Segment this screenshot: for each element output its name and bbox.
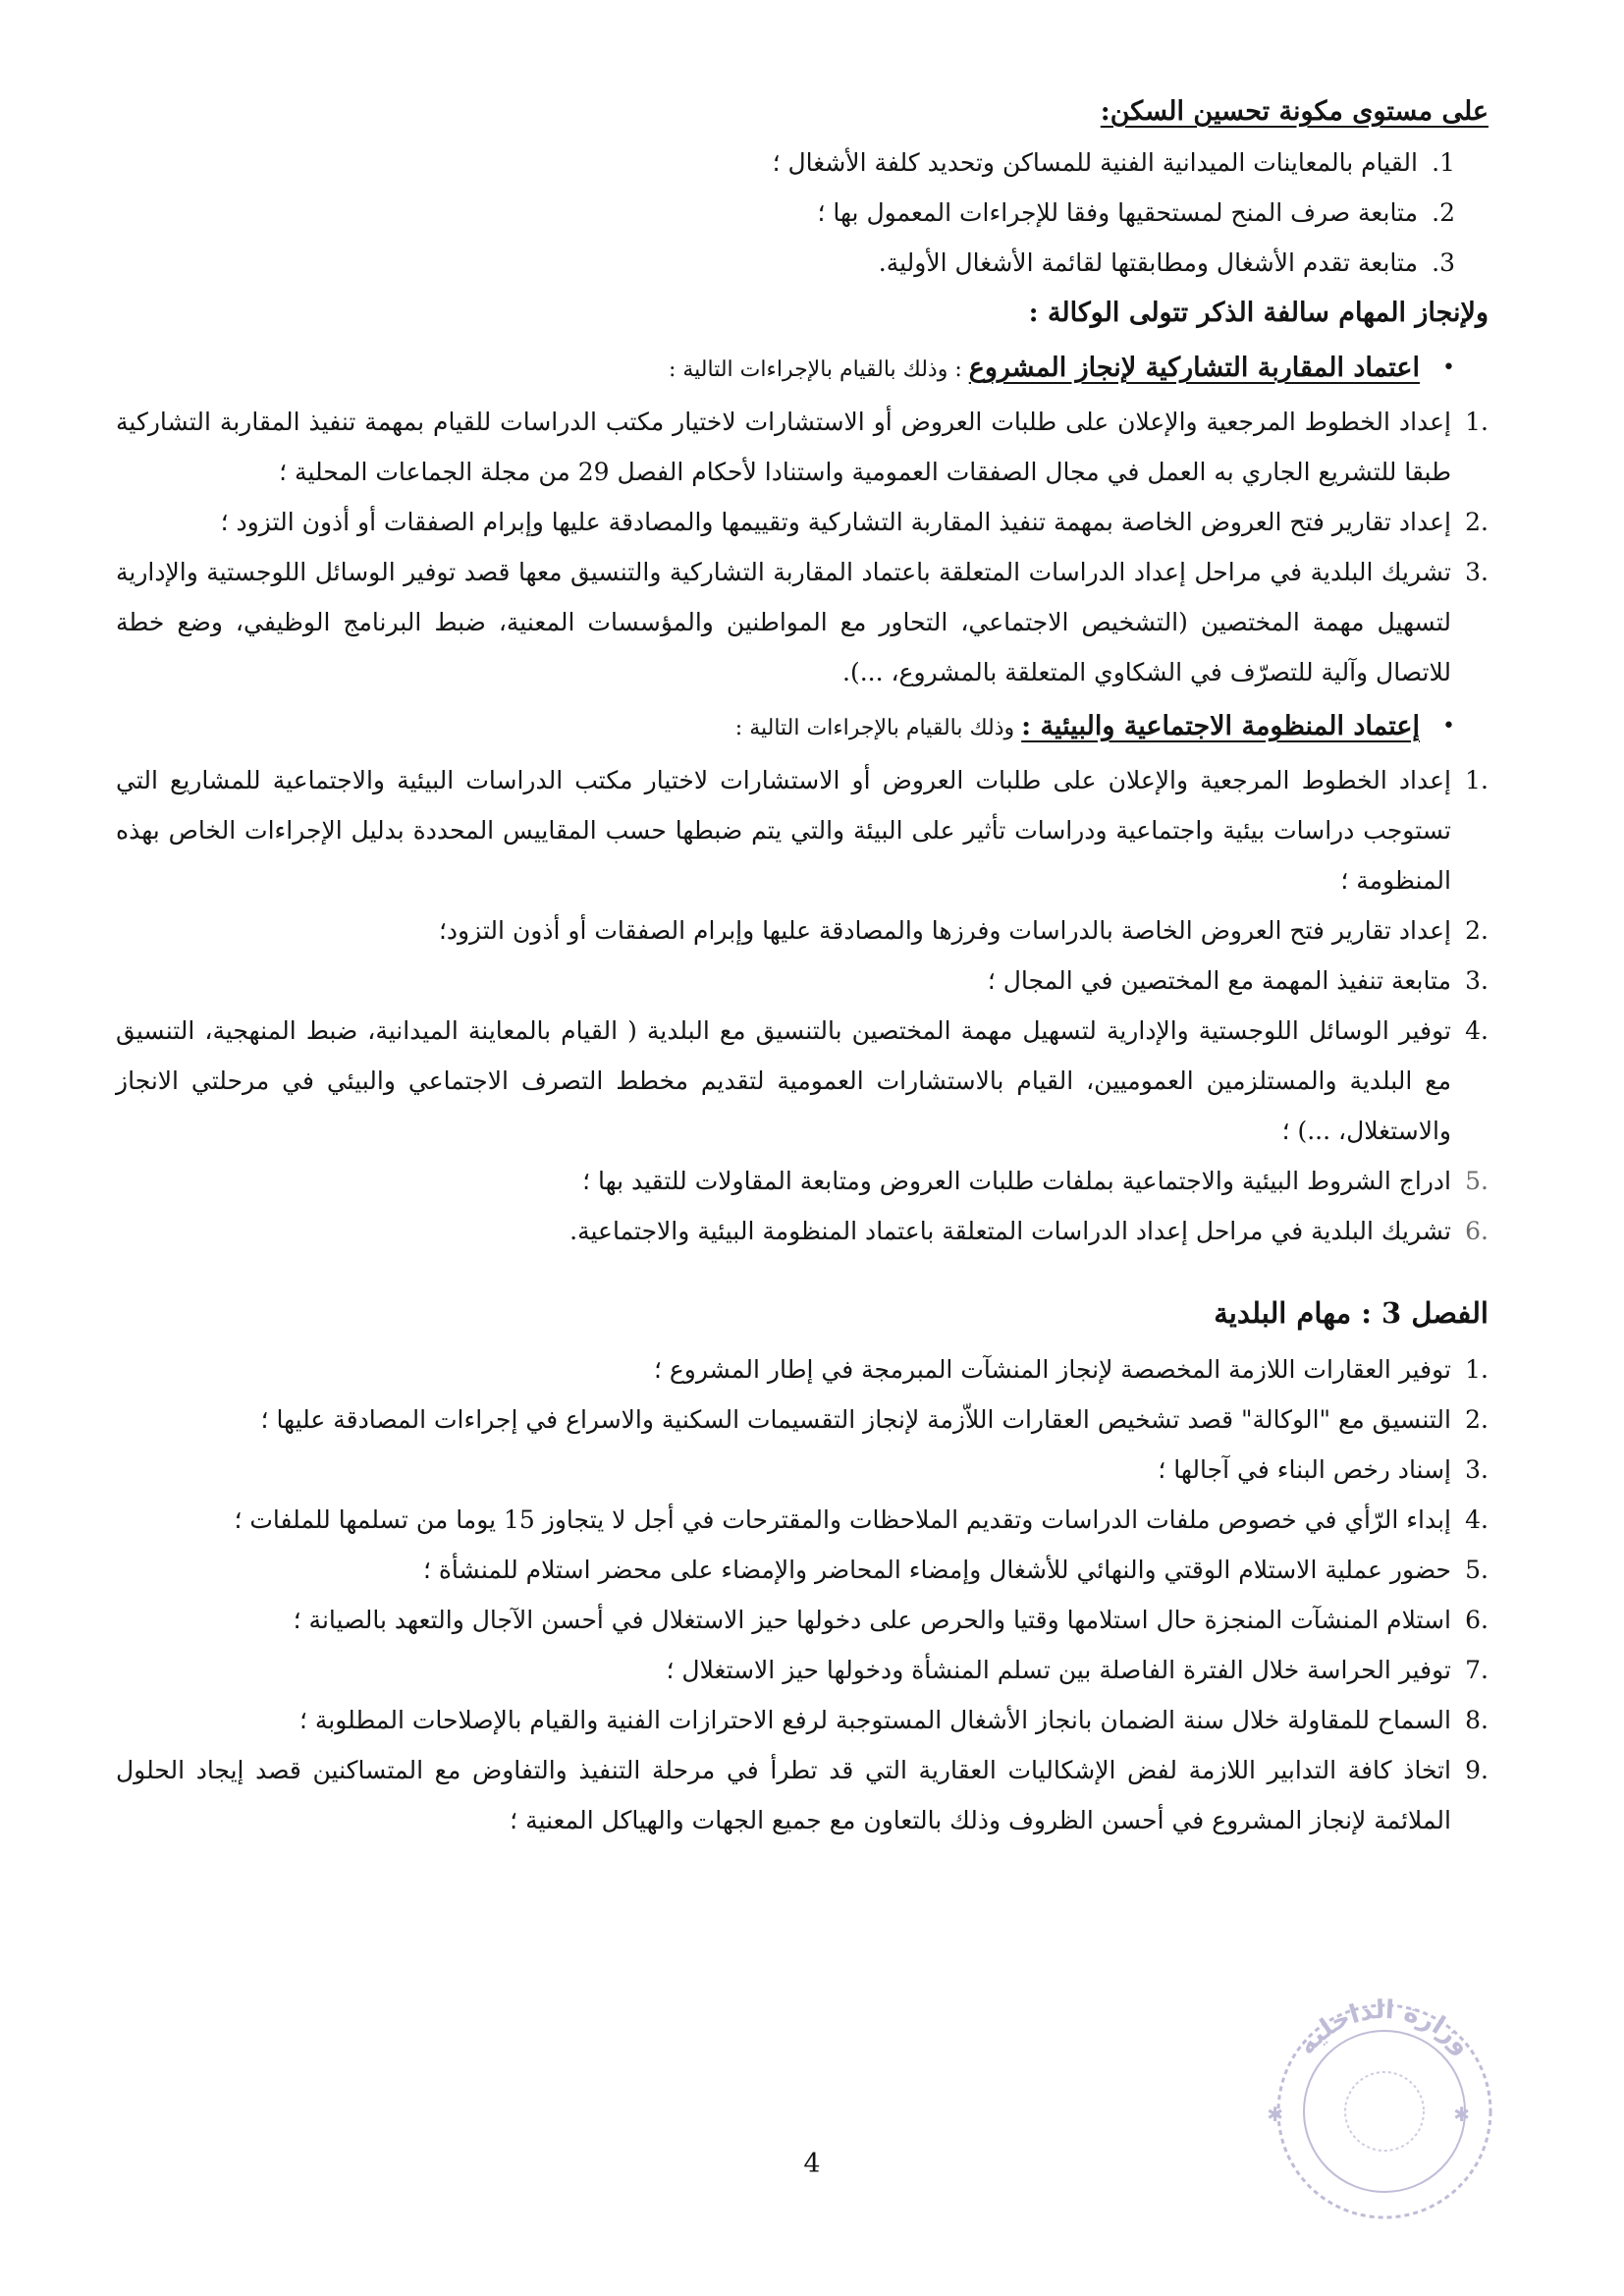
list-item <box>116 905 1489 956</box>
chapter3-title: الفصل 3 : مهام البلدية <box>1214 1296 1489 1330</box>
item-number: .9 <box>1465 1756 1489 1784</box>
item-number: 3. <box>1432 248 1455 277</box>
item-text: إعداد الخطوط المرجعية والإعلان على طلبات العروض أو الاستشارات لاختيار مكتب الدراسات البيئية والاجتماعية للمشاريع التي تستوجب دراسات بيئية واجتماعية ودراسات تأثير على البيئة والتي يتم ضبطها حسب المقاييس المحددة بدليل الإجراءات الخاص بهذه المنظومة ؛ <box>116 766 1451 895</box>
list-item <box>116 1156 1489 1206</box>
list-item <box>116 1495 1489 1545</box>
list-item <box>116 1206 1489 1256</box>
page-number: 4 <box>803 2149 821 2179</box>
list-item <box>116 1695 1489 1745</box>
list-item <box>116 1445 1489 1495</box>
item-number: .1 <box>1465 408 1489 436</box>
list-item <box>116 1394 1489 1445</box>
environmental-items-list <box>116 755 1489 1256</box>
item-number: .1 <box>1465 766 1489 794</box>
bullet-icon: • <box>1442 355 1455 380</box>
item-text: متابعة تنفيذ المهمة مع المختصين في المجال ؛ <box>987 966 1451 995</box>
item-text: إسناد رخص البناء في آجالها ؛ <box>1158 1455 1451 1484</box>
item-number: .3 <box>1465 1455 1489 1484</box>
item-text: اتخاذ كافة التدابير اللازمة لفض الإشكاليات العقارية التي قد تطرأ في مرحلة التنفيذ والتفاوض مع المتساكنين قصد إيجاد الحلول الملائمة لإنجاز المشروع في أحسن الظروف وذلك بالتعاون مع جميع الجهات والهياكل المعنية ؛ <box>116 1756 1451 1834</box>
item-number: .1 <box>1465 1355 1489 1384</box>
item-text: تشريك البلدية في مراحل إعداد الدراسات المتعلقة باعتماد المقاربة التشاركية والتنسيق معها قصد توفير الوسائل اللوجستية والإدارية لتسهيل مهمة المختصين (التشخيص الاجتماعي، التحاور مع المواطنين والمؤسسات المعنية، ضبط البرنامج الوظيفي، وضع خطة للاتصال وآلية للتصرّف في الشكاوي المتعلقة بالمشروع، ...). <box>116 558 1451 686</box>
list-item <box>116 1595 1489 1645</box>
item-number: .5 <box>1465 1167 1489 1195</box>
environmental-title: إعتماد المنظومة الاجتماعية والبيئية : <box>1021 711 1420 741</box>
list-item <box>116 547 1489 697</box>
item-number: .8 <box>1465 1706 1489 1734</box>
participatory-title: اعتماد المقاربة التشاركية لإنجاز المشروع <box>968 353 1420 383</box>
list-item <box>116 238 1455 288</box>
environmental-suffix: وذلك بالقيام بالإجراءات التالية : <box>734 716 1022 740</box>
item-text: متابعة صرف المنح لمستحقيها وفقا للإجراءات المعمول بها ؛ <box>817 198 1418 227</box>
item-number: .3 <box>1465 558 1489 586</box>
list-item <box>116 1344 1489 1394</box>
participatory-approach-heading <box>116 343 1489 395</box>
participatory-suffix: : وذلك بالقيام بالإجراءات التالية : <box>668 357 969 382</box>
item-text: استلام المنشآت المنجزة حال استلامها وقتيا والحرص على دخولها حيز الاستغلال في أحسن الآجال والتعهد بالصيانة ؛ <box>293 1606 1451 1634</box>
housing-items-list <box>116 137 1489 288</box>
item-number: .7 <box>1465 1656 1489 1684</box>
item-text: توفير الحراسة خلال الفترة الفاصلة بين تسلم المنشأة ودخولها حيز الاستغلال ؛ <box>666 1656 1451 1684</box>
item-number: .3 <box>1465 966 1489 995</box>
participatory-items-list <box>116 397 1489 697</box>
item-text: حضور عملية الاستلام الوقتي والنهائي للأشغال وإمضاء المحاضر والإمضاء على محضر استلام للمنشأة ؛ <box>422 1556 1451 1584</box>
item-text: إعداد تقارير فتح العروض الخاصة بمهمة تنفيذ المقاربة التشاركية وتقييمها والمصادقة عليها وإبرام الصفقات أو أذون التزود ؛ <box>220 508 1451 536</box>
item-number: .4 <box>1465 1505 1489 1534</box>
item-text: إعداد تقارير فتح العروض الخاصة بالدراسات وفرزها والمصادقة عليها وإبرام الصفقات أو أذون التزود؛ <box>438 916 1451 945</box>
list-item <box>116 1006 1489 1156</box>
item-number: .2 <box>1465 508 1489 536</box>
item-text: التنسيق مع "الوكالة" قصد تشخيص العقارات اللاّزمة لإنجاز التقسيمات السكنية والاسراع في إجراءات المصادقة عليها ؛ <box>260 1405 1451 1434</box>
list-item <box>116 956 1489 1006</box>
item-number: 1. <box>1432 148 1455 177</box>
item-number: .2 <box>1465 916 1489 945</box>
bullet-icon: • <box>1442 714 1455 738</box>
stamp-text: وزارة الداخلية <box>1291 1995 1478 2061</box>
housing-section-heading: على مستوى مكونة تحسين السكن: <box>1100 96 1489 127</box>
list-item <box>116 397 1489 497</box>
item-number: 2. <box>1432 198 1455 227</box>
agency-intro-heading: ولإنجاز المهام سالفة الذكر تتولى الوكالة : <box>1028 298 1489 328</box>
item-text: إعداد الخطوط المرجعية والإعلان على طلبات العروض أو الاستشارات لاختيار مكتب الدراسات للقيام بمهمة تنفيذ المقاربة التشاركية طبقا للتشريع الجاري به العمل في مجال الصفقات العمومية واستنادا لأحكام الفصل 29 من مجلة الجماعات المحلية ؛ <box>116 408 1451 486</box>
chapter3-items-list <box>116 1344 1489 1845</box>
list-item <box>116 1745 1489 1845</box>
official-stamp-icon <box>1262 1974 1507 2219</box>
item-text: توفير العقارات اللازمة المخصصة لإنجاز المنشآت المبرمجة في إطار المشروع ؛ <box>653 1355 1451 1384</box>
item-number: .6 <box>1465 1606 1489 1634</box>
item-text: السماح للمقاولة خلال سنة الضمان بانجاز الأشغال المستوجبة لرفع الاحترازات الفنية والقيام بالإصلاحات المطلوبة ؛ <box>298 1706 1451 1734</box>
list-item <box>116 497 1489 547</box>
item-text: ادراج الشروط البيئية والاجتماعية بملفات طلبات العروض ومتابعة المقاولات للتقيد بها ؛ <box>582 1167 1451 1195</box>
item-text: متابعة تقدم الأشغال ومطابقتها لقائمة الأشغال الأولية. <box>878 248 1418 277</box>
item-text: تشريك البلدية في مراحل إعداد الدراسات المتعلقة باعتماد المنظومة البيئية والاجتماعية. <box>569 1217 1451 1245</box>
list-item <box>116 1645 1489 1695</box>
item-number: .5 <box>1465 1556 1489 1584</box>
environmental-system-heading <box>116 701 1489 753</box>
item-number: .2 <box>1465 1405 1489 1434</box>
svg-text:✱: ✱ <box>1453 2103 1470 2126</box>
item-text: إبداء الرّأي في خصوص ملفات الدراسات وتقديم الملاحظات والمقترحات في أجل لا يتجاوز 15 يوما من تسلمها للملفات ؛ <box>234 1505 1451 1534</box>
list-item <box>116 1545 1489 1595</box>
list-item <box>116 188 1455 238</box>
item-text: توفير الوسائل اللوجستية والإدارية لتسهيل مهمة المختصين بالتنسيق مع البلدية ( القيام بالمعاينة الميدانية، ضبط المنهجية، التنسيق مع البلدية والمستلزمين العموميين، القيام بالاستشارات العمومية لتقديم مخطط التصرف الاجتماعي والبيئي في مرحلتي الانجاز والاستغلال، ...) ؛ <box>116 1016 1451 1145</box>
svg-text:✱: ✱ <box>1267 2103 1283 2126</box>
item-text: القيام بالمعاينات الميدانية الفنية للمساكن وتحديد كلفة الأشغال ؛ <box>772 148 1418 177</box>
item-number: .6 <box>1465 1217 1489 1245</box>
item-number: .4 <box>1465 1016 1489 1045</box>
list-item <box>116 137 1455 188</box>
list-item <box>116 755 1489 905</box>
